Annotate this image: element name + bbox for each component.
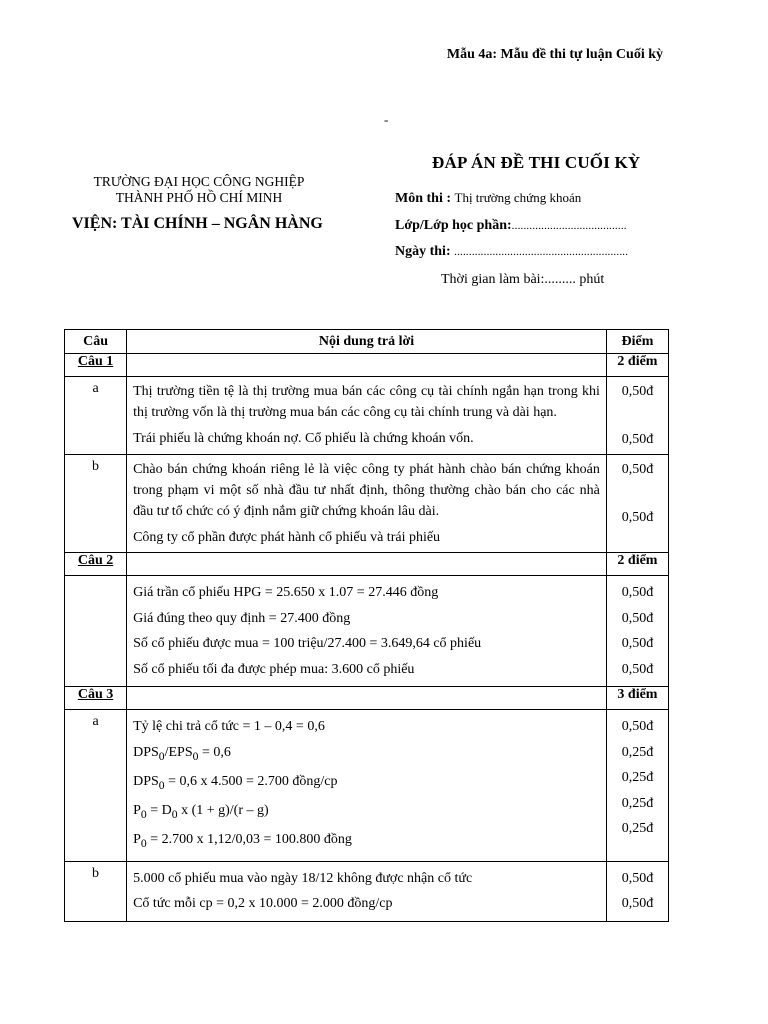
question-1b-content: [127, 455, 607, 553]
question-2-pts3: 0,50đ: [621, 636, 654, 651]
question-2-pts2: 0,50đ: [621, 610, 654, 626]
class-dots: .......................................: [511, 220, 627, 232]
answer-table: [64, 329, 669, 922]
question-3-label: Câu 3: [65, 687, 127, 710]
date-label: Ngày thi:: [395, 244, 451, 259]
question-3a-line2: $DPS_0/EPS_0 = 0,6$: [133, 744, 231, 763]
question-1b-label: b: [65, 455, 127, 553]
question-1a-row: [65, 377, 669, 455]
subject-label: Môn thi :: [395, 191, 451, 206]
question-3a-line1: Tỷ lệ chi trả cổ tức = 1 – 0,4 = 0,6: [133, 719, 325, 734]
question-1b-pts1: 0,50đ: [621, 462, 654, 477]
question-1-points: 2 điểm: [606, 354, 668, 377]
date-line: [395, 244, 628, 260]
question-3a-row: [65, 710, 669, 862]
class-line: [395, 218, 627, 234]
header-question: Câu: [65, 330, 127, 354]
question-3b-pts2: 0,50đ: [621, 896, 654, 912]
question-2-detail-row: [65, 576, 669, 687]
header-points: Điểm: [606, 330, 668, 354]
question-2-label: Câu 2: [65, 553, 127, 576]
question-1a-para2: Trái phiếu là chứng khoán nợ. Cổ phiếu là chứng khoán vốn.: [133, 431, 474, 446]
school-name-line2: THÀNH PHỐ HỒ CHÍ MINH: [115, 190, 283, 205]
question-3a-points-list: [606, 710, 668, 862]
question-3b-line2: Cổ tức mỗi cp = 0,2 x 10.000 = 2.000 đồng/cp: [133, 896, 393, 912]
question-3a-content: [127, 710, 607, 862]
question-1a-points: [606, 377, 668, 455]
question-3b-points-list: [606, 861, 668, 921]
question-3b-line1: 5.000 cổ phiếu mua vào ngày 18/12 không được nhận cổ tức: [133, 870, 473, 886]
question-3b-pts1: 0,50đ: [621, 870, 654, 886]
question-2-row: [65, 553, 669, 576]
table-header-row: [65, 330, 669, 354]
subject-line: [395, 190, 581, 207]
question-2-content: [127, 576, 607, 687]
question-2-line2: Giá đúng theo quy định = 27.400 đồng: [133, 610, 351, 626]
question-1a-pts2: 0,50đ: [621, 432, 654, 447]
date-dots: ...........................................................: [454, 246, 629, 258]
header-content: Nội dung trả lời: [127, 330, 607, 354]
question-2-points-list: [606, 576, 668, 687]
question-2-points: 2 điểm: [606, 553, 668, 576]
question-1b-para2: Công ty cổ phần được phát hành cổ phiếu và trái phiếu: [133, 530, 441, 545]
question-1b-row: [65, 455, 669, 553]
question-3-points: 3 điểm: [606, 687, 668, 710]
question-2-pts4: 0,50đ: [621, 661, 654, 677]
question-1-row: [65, 354, 669, 377]
question-1a-label: a: [65, 377, 127, 455]
question-3a-pts4: 0,25đ: [621, 795, 654, 811]
question-3a-line5: $P_0 = 2.700$ x 1,12/0,03 = 100.800 đồng: [133, 832, 352, 851]
question-1a-pts1: 0,50đ: [621, 384, 654, 399]
question-1a-para1: Thị trường tiền tệ là thị trường mua bán các công cụ tài chính ngắn hạn trong khi thị trường vốn là thị trường mua bán các công cụ tài chính trung và dài hạn.: [133, 384, 600, 420]
form-code: Mẫu 4a: Mẫu đề thi tự luận Cuối kỳ: [446, 47, 663, 62]
question-3a-pts5: 0,25đ: [621, 821, 654, 836]
question-1b-points: [606, 455, 668, 553]
question-3a-pts1: 0,50đ: [621, 719, 654, 734]
question-3a-line3: $DPS_0 = 0,6$ x 4.500 = 2.700 đồng/cp: [133, 773, 338, 792]
class-label: Lớp/Lớp học phần:: [395, 218, 512, 233]
question-3a-line4: $P_0 = D_0$ x (1 + g)/(r – g): [133, 803, 269, 821]
institute-name: VIỆN: TÀI CHÍNH – NGÂN HÀNG: [72, 215, 323, 232]
question-1a-content: [127, 377, 607, 455]
question-3a-label: a: [65, 710, 127, 862]
document-title: ĐÁP ÁN ĐỀ THI CUỐI KỲ: [432, 153, 641, 172]
question-3a-pts3: 0,25đ: [621, 770, 654, 785]
question-2-pts1: 0,50đ: [621, 585, 654, 600]
question-1b-para1: Chào bán chứng khoán riêng lẻ là việc công ty phát hành chào bán chứng khoán trong phạm vi một số nhà đầu tư nhất định, thông thường chào bán cho các nhà đầu tư tổ chức có ý định nắm giữ chứng khoán lâu dài.: [133, 462, 600, 519]
question-1-label: Câu 1: [65, 354, 127, 377]
question-3b-label: b: [65, 861, 127, 921]
question-2-line4: Số cổ phiếu tối đa được phép mua: 3.600 cổ phiếu: [133, 661, 415, 677]
question-2-line3: Số cổ phiếu được mua = 100 triệu/27.400 = 3.649,64 cổ phiếu: [133, 636, 482, 651]
question-3b-content: [127, 861, 607, 921]
question-1b-pts2: 0,50đ: [621, 510, 654, 525]
question-2-line1: Giá trần cổ phiếu HPG = 25.650 x 1.07 = 27.446 đồng: [133, 585, 439, 600]
separator-dash: -: [384, 112, 389, 127]
time-line: Thời gian làm bài:......... phút: [441, 272, 605, 287]
question-3a-pts2: 0,25đ: [621, 744, 654, 760]
subject-value: Thị trường chứng khoán: [454, 190, 582, 205]
question-3-row: [65, 687, 669, 710]
question-3b-row: [65, 861, 669, 921]
school-name-line1: TRƯỜNG ĐẠI HỌC CÔNG NGHIỆP: [93, 174, 305, 189]
